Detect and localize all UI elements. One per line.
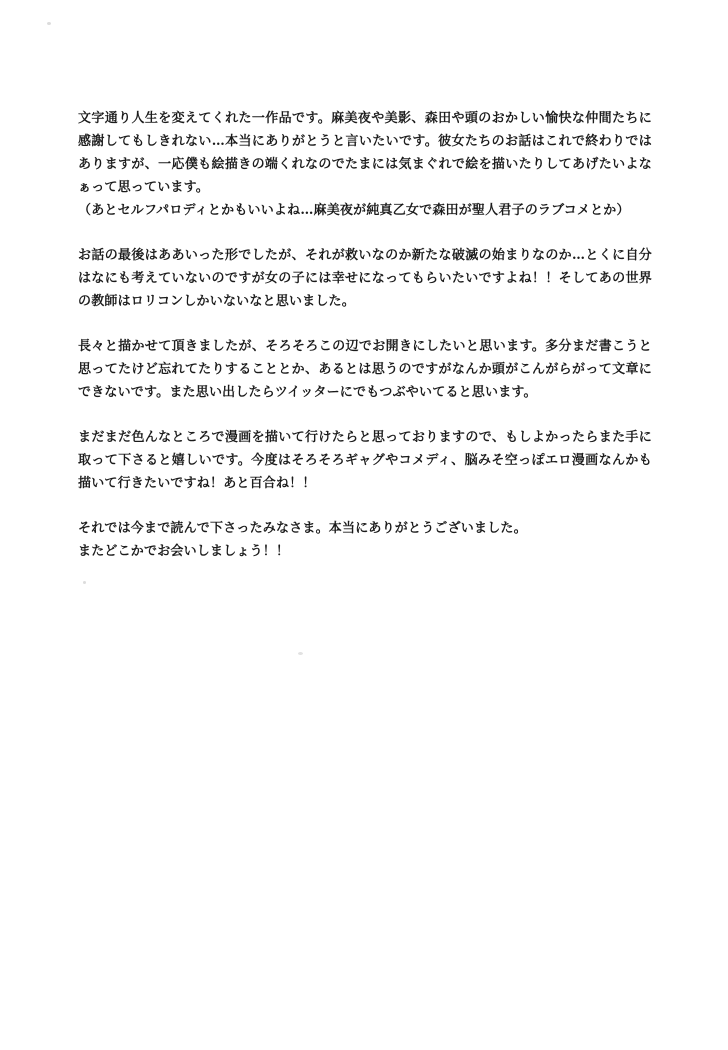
scan-artifact (298, 652, 303, 655)
afterword-paragraph-2: お話の最後はああいった形でしたが、それが救いなのか新たな破滅の始まりなのか…とくに自分はなにも考えていないのですが女の子には幸せになってもらいたいですよね！！そしてあの世界の教師はロリコンしかいないなと思いました。 (78, 248, 652, 309)
afterword-closing-line-2: またどこかでお会いしましょう！！ (78, 544, 290, 559)
scan-artifact (47, 22, 51, 25)
afterword-closing-line-1: それでは今まで読んで下さったみなさま。本当にありがとうございました。 (78, 521, 527, 536)
scan-artifact (83, 581, 86, 584)
afterword-paragraph-3: 長々と描かせて頂きましたが、そろそろこの辺でお開きにしたいと思います。多分まだ書こうと思ってたけど忘れてたりすることとか、あるとは思うのですがなんか頭がこんがらがって文章にできないです。また思い出したらツイッターにでもつぶやいてると思います。 (78, 339, 652, 400)
afterword-paragraph-1-note: （あとセルフパロディとかもいいよね…麻美夜が純真乙女で森田が聖人君子のラブコメとか） (78, 203, 630, 218)
afterword-paragraph-4: まだまだ色んなところで漫画を描いて行けたらと思っておりますので、もしよかったらまた手に取って下さると嬉しいです。今度はそろそろギャグやコメディ、脳みそ空っぽエロ漫画なんかも描いて行きたいですね！あと百合ね！！ (78, 430, 652, 491)
afterword-paragraph-1: 文字通り人生を変えてくれた一作品です。麻美夜や美影、森田や頭のおかしい愉快な仲間たちに感謝してもしきれない…本当にありがとうと言いたいです。彼女たちのお話はこれで終わりではありますが、一応僕も絵描きの端くれなのでたまには気まぐれで絵を描いたりしてあげたいよなぁって思っています。 (78, 111, 652, 195)
afterword-text (78, 107, 652, 563)
